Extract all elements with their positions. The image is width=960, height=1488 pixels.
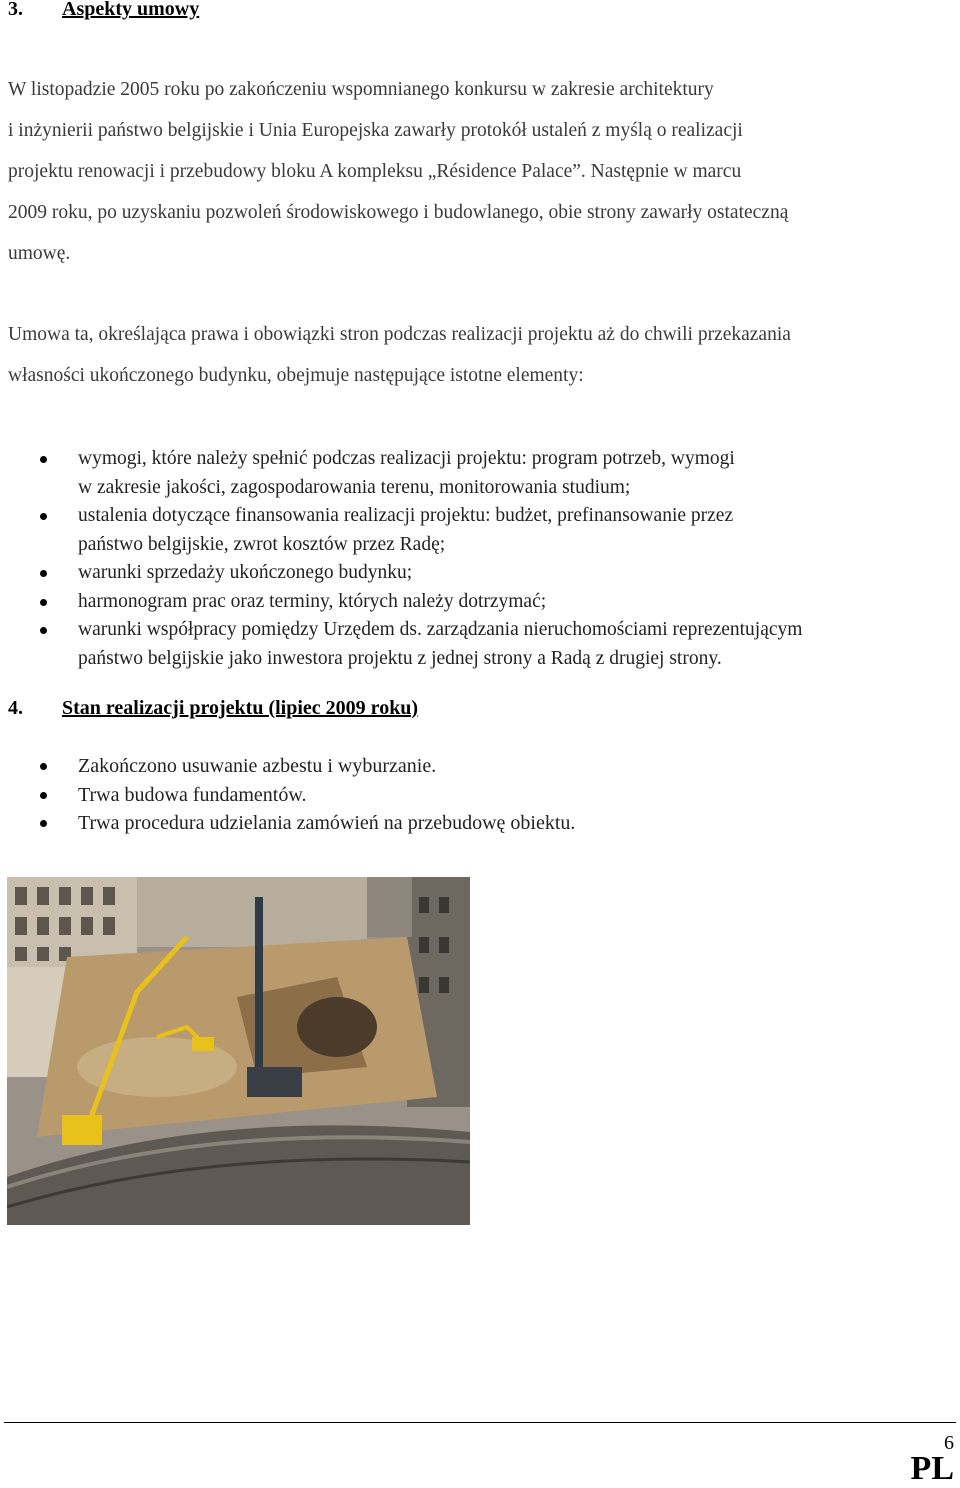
bullet-icon	[40, 456, 47, 463]
list-item-text: Trwa procedura udzielania zamówień na przebudowę obiektu.	[78, 812, 576, 834]
section-3-title: Aspekty umowy	[62, 0, 200, 20]
construction-site-photo	[7, 877, 470, 1225]
language-code: PL	[910, 1450, 954, 1487]
paragraph-line: projektu renowacji i przebudowy bloku A kompleksu „Résidence Palace”. Następnie w marcu	[8, 161, 742, 182]
list-item-text: państwo belgijskie, zwrot kosztów przez Radę;	[78, 533, 446, 555]
list-item-text: warunki sprzedaży ukończonego budynku;	[78, 562, 413, 583]
paragraph-line: i inżynierii państwo belgijskie i Unia Europejska zawarły protokół ustaleń z myślą o realizacji	[8, 120, 743, 141]
section-4-title: Stan realizacji projektu (lipiec 2009 roku)	[62, 697, 419, 719]
paragraph-line: Umowa ta, określająca prawa i obowiązki stron podczas realizacji projektu aż do chwili przekazania	[8, 324, 791, 345]
paragraph-2	[8, 314, 956, 396]
bullet-icon	[40, 763, 47, 770]
list-item	[0, 752, 575, 781]
footer-rule	[4, 1422, 956, 1423]
paragraph-line: W listopadzie 2005 roku po zakończeniu wspomnianego konkursu w zakresie architektury	[8, 79, 714, 100]
page-number: 6	[944, 1432, 954, 1454]
list-item-text: Zakończono usuwanie azbestu i wyburzanie.	[78, 755, 437, 777]
list-item	[0, 559, 802, 588]
bullet-icon	[40, 599, 47, 606]
list-item	[0, 809, 575, 838]
list-item	[0, 588, 802, 617]
paragraph-1	[8, 69, 956, 274]
list-item	[0, 445, 802, 502]
list-item-text: harmonogram prac oraz terminy, których należy dotrzymać;	[78, 590, 547, 612]
section-4-number: 4.	[8, 697, 23, 719]
section-3-bullet-list	[0, 445, 802, 673]
list-item	[0, 502, 802, 559]
bullet-icon	[40, 513, 47, 520]
bullet-icon	[40, 627, 47, 634]
section-4-heading	[8, 697, 418, 720]
list-item	[0, 781, 575, 810]
paragraph-line: 2009 roku, po uzyskaniu pozwoleń środowiskowego i budowlanego, obie strony zawarły ostateczną	[8, 202, 789, 223]
bullet-icon	[40, 820, 47, 827]
drilling-rig	[255, 897, 263, 1077]
bullet-icon	[40, 570, 47, 577]
list-item-text: w zakresie jakości, zagospodarowania terenu, monitorowania studium;	[78, 476, 631, 498]
section-4-bullet-list	[0, 752, 575, 838]
paragraph-line: umowę.	[8, 243, 71, 264]
list-item	[0, 616, 802, 673]
section-3-heading	[8, 0, 199, 21]
list-item-text: wymogi, które należy spełnić podczas realizacji projektu: program potrzeb, wymogi	[78, 448, 735, 469]
bullet-icon	[40, 792, 47, 799]
list-item-text: Trwa budowa fundamentów.	[78, 783, 307, 806]
paragraph-line: własności ukończonego budynku, obejmuje następujące istotne elementy:	[8, 365, 584, 386]
list-item-text: warunki współpracy pomiędzy Urzędem ds. zarządzania nieruchomościami reprezentującym	[78, 619, 803, 640]
list-item-text: państwo belgijskie jako inwestora projektu z jednej strony a Radą z drugiej strony.	[78, 647, 722, 669]
list-item-text: ustalenia dotyczące finansowania realizacji projektu: budżet, prefinansowanie przez	[78, 505, 734, 526]
section-3-number: 3.	[8, 0, 23, 20]
